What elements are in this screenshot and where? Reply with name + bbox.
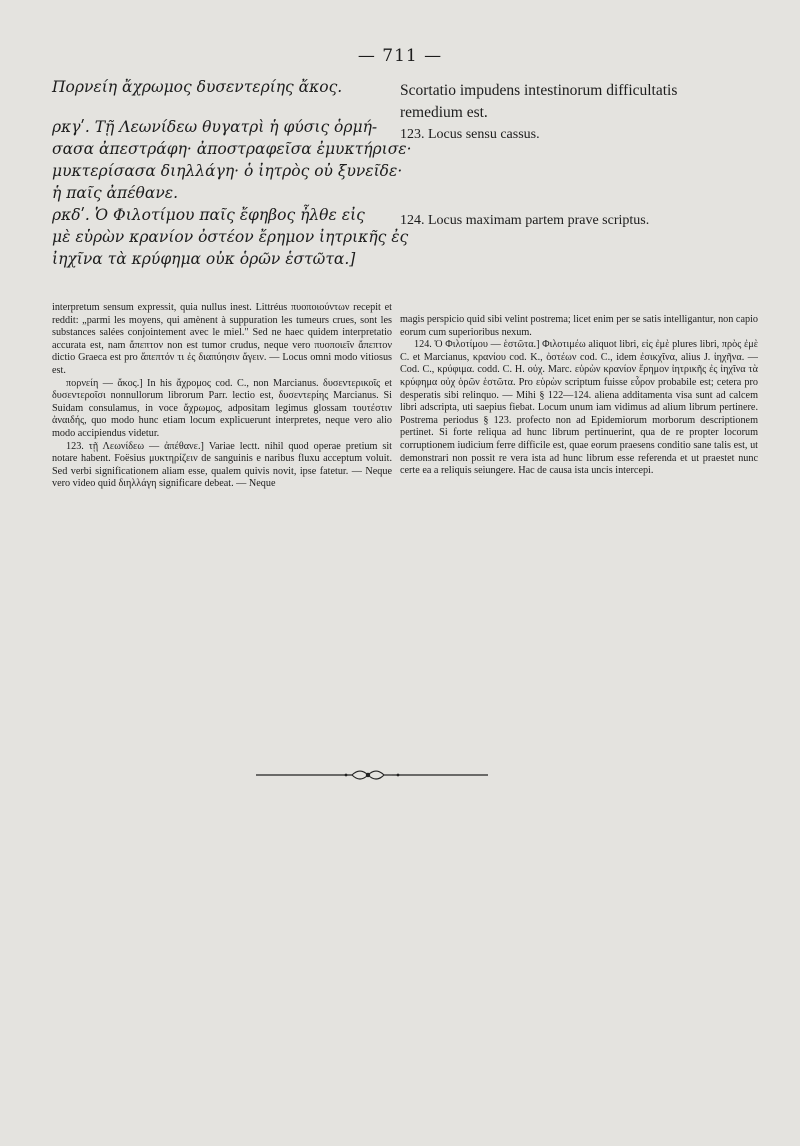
- footnote-paragraph: interpretum sensum expressit, quia nullus inest. Littréus πυοποιούντων recepit et reddit: „parmi les moyens, qui amènent à suppuration les tumeurs crues, sont les substances salées conjointement avec le miel." Sed ne haec quidem interpretatio accurata est, nam ἄπεπτον non est tumor crudus, neque vero πυοποιεῖν ἄπεπτον dictio Graeca est pro ἄπεπτόν τι ἐς διαπύησιν ἄγειν. — Locus omni modo vitiosus est.: [52, 302, 392, 376]
- greek-line: ἰηχῖνα τὰ κρύφημα οὐκ ὁρῶν ἑστῶτα.]: [52, 250, 356, 268]
- latin-line: Scortatio impudens intestinorum difficultatis: [400, 82, 678, 99]
- footnote-paragraph: πορνείη — ἄκος.] In his ἄχρομος cod. C., non Marcianus. δυσεντερικοῖς et δυσεντεροῖσι nonnullorum librorum Parr. lectio est, δυσεντερίης Marcianus. Si Suidam consulamus, in voce ἄχρωμος, adpositam legimus glossam τουτέστιν ἀναιδής, quo modo hunc etiam locum explicuerunt interpretes, neque vero alio modo accipiendus videtur.: [52, 377, 392, 439]
- left-footnotes: [52, 302, 392, 491]
- ornament-divider: [256, 763, 488, 787]
- greek-line: ρκδʹ. Ὁ Φιλοτίμου παῖς ἔφηβος ἦλθε εἰς: [52, 206, 365, 224]
- greek-line: μὲ εὑρὼν κρανίον ὀστέον ἔρημον ἰητρικῆς ἐς: [52, 228, 409, 246]
- greek-main-text: [52, 76, 412, 270]
- latin-line: 123. Locus sensu cassus.: [400, 127, 540, 142]
- greek-line: σασα ἀπεστράφη· ἀποστραφεῖσα ἐμυκτήρισε·: [52, 140, 412, 158]
- left-column: [52, 76, 412, 270]
- right-footnotes: [400, 314, 758, 478]
- footnote-paragraph: 124. Ὁ Φιλοτίμου — ἑστῶτα.] Φιλοτιμέω aliquot libri, εἰς ἐμὲ plures libri, πρὸς ἐμὲ C. et Marcianus, κρανίου cod. K., ὀστέων cod. C., idem ἐσικχῖνα, alius J. ἰηχῆνα. — Cod. C., κρύφιμα. codd. C. H. οὐχ. Marc. εὑρὼν κρανίον ἔρημον ἰητρικῆς ἐς ἰηχῖνα τὰ κρύφημα οὐχ ὁρῶν ἑστῶτα. Pro εὑρὼν scriptum fuisse εὗρον probabile est; cetera pro desperatis sibi relinquo. — Mihi § 122—124. aliena additamenta visa sunt ad calcem libri adscripta, uti saepius fiebat. Locum unum iam vidimus ad alium librum pertinere. Postrema periodus § 123. profecto non ad Epidemiorum morborum descriptionem pertinet. Si forte reliqua ad hunc librum pertinuerint, qua de re propter locorum corruptionem iudicium ferre difficile est, quae eorum praesens conditio sane talis est, ut demonstrari non possit re vera ista ad hunc librum esse referenda et ut praestet nunc certe ea a reliquis seiungere. Hac de causa ista uncis intercepi.: [400, 339, 758, 477]
- page-number: — 711 —: [357, 46, 443, 66]
- greek-line: μυκτερίσασα διηλλάγη· ὁ ἰητρὸς οὐ ξυνεῖδε·: [52, 162, 403, 180]
- latin-line: 124. Locus maximam partem prave scriptus.: [400, 213, 650, 228]
- latin-line: remedium est.: [400, 104, 488, 121]
- greek-line: ἡ παῖς ἀπέθανε.: [52, 184, 178, 202]
- right-column: [400, 80, 758, 232]
- footnote-paragraph: magis perspicio quid sibi velint postrema; licet enim per se satis intelligantur, non capio eorum cum superioribus nexum.: [400, 314, 758, 338]
- footnote-paragraph: 123. τῇ Λεωνίδεω — ἀπέθανε.] Variae lectt. nihil quod operae pretium sit notare habent. Foësius μυκτηρίζειν de sanguinis e naribus fluxu acceptum voluit. Sed verbi significationem aliam esse, qualem quivis novit, ipse fatetur. — Neque vero video quid διηλλάγη significare debeat. — Neque: [52, 440, 392, 490]
- greek-line: Πορνείη ἄχρωμος δυσεντερίης ἄκος.: [52, 78, 343, 96]
- greek-line: ρκγʹ. Τῇ Λεωνίδεω θυγατρὶ ἡ φύσις ὁρμή-: [52, 118, 378, 136]
